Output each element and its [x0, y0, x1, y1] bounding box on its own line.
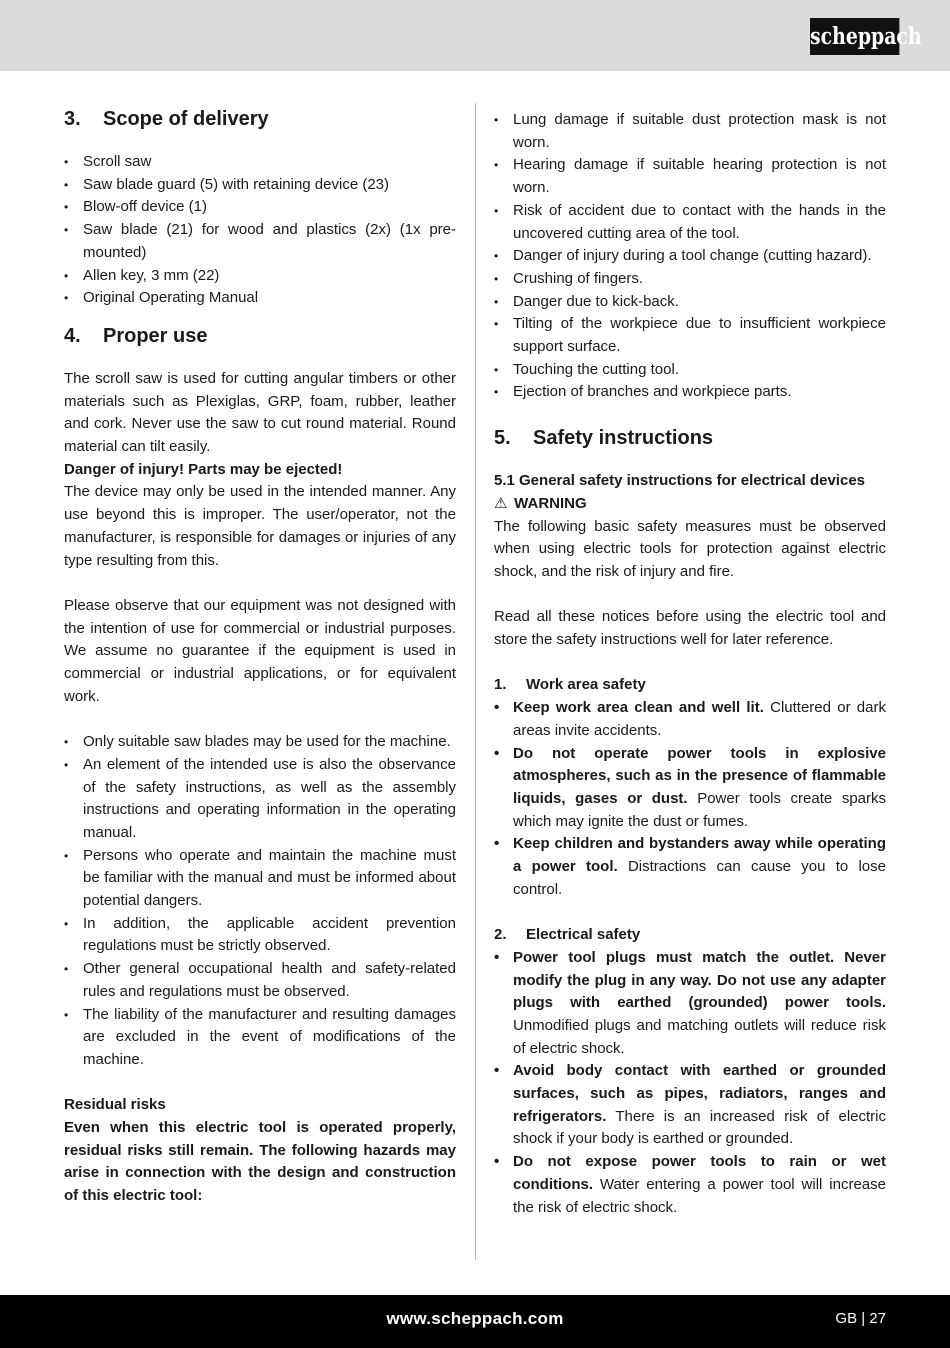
intended-use-list: [64, 731, 456, 1072]
page-number: GB | 27: [835, 1310, 886, 1327]
warning-label: ⚠ WARNING: [494, 493, 886, 516]
delivery-list: [64, 151, 456, 310]
list-item: • Other general occupational health and safety-related rules and regulations must be observed.: [64, 958, 456, 1003]
work-area-list: [494, 697, 886, 901]
list-item: • Saw blade (21) for wood and plastics (2x) (1x pre-mounted): [64, 219, 456, 264]
hazard-list: [494, 109, 886, 404]
paragraph: The following basic safety measures must be observed when using electric tools for protection against electric shock, and the risk of injury and fire.: [494, 517, 886, 580]
right-column: [494, 109, 886, 1219]
left-column: [64, 105, 456, 1208]
list-item: • Risk of accident due to contact with the hands in the uncovered cutting area of the tool.: [494, 200, 886, 245]
list-item: • Do not expose power tools to rain or wet conditions. Water entering a power tool will increase the risk of electric shock.: [494, 1151, 886, 1219]
electrical-safety-list: [494, 947, 886, 1219]
list-item: • In addition, the applicable accident prevention regulations must be strictly observed.: [64, 913, 456, 958]
danger-note: Danger of injury! Parts may be ejected!: [64, 460, 343, 478]
section-4-heading: 4. Proper use: [64, 324, 208, 347]
list-item: • Allen key, 3 mm (22): [64, 265, 456, 288]
list-item: • Persons who operate and maintain the machine must be familiar with the manual and must be informed about potential dangers.: [64, 845, 456, 913]
list-item: • Original Operating Manual: [64, 287, 456, 310]
brand-logo: scheppach: [810, 18, 899, 55]
paragraph: The scroll saw is used for cutting angular timbers or other materials such as Plexiglas, GRP, foam, rubber, leather and cork. Never use the saw to cut round material. Round material can tilt easily.: [64, 369, 456, 456]
section-5-heading: 5. Safety instructions: [494, 427, 714, 450]
list-item: • Do not operate power tools in explosive atmospheres, such as in the presence of flammable liquids, gases or dust. Power tools create sparks which may ignite the dust or fumes.: [494, 743, 886, 834]
electrical-safety-heading: 2. Electrical safety: [494, 926, 641, 944]
list-item: • Avoid body contact with earthed or grounded surfaces, such as pipes, radiators, ranges and refrigerators. There is an increased risk of electric shock if your body is earthed or grounded.: [494, 1060, 886, 1151]
list-item: • Touching the cutting tool.: [494, 359, 886, 382]
website-link[interactable]: www.scheppach.com: [386, 1309, 564, 1328]
list-item: • Ejection of branches and workpiece parts.: [494, 381, 886, 404]
list-item: • Scroll saw: [64, 151, 456, 174]
list-item: • An element of the intended use is also the observance of the safety instructions, as well as the assembly instructions and operating information in the operating manual.: [64, 754, 456, 845]
subsection-5-1-heading: 5.1 General safety instructions for electrical devices: [494, 472, 866, 490]
residual-risks-heading: Residual risks: [64, 1096, 166, 1114]
list-item: • Blow-off device (1): [64, 196, 456, 219]
column-divider: [475, 103, 476, 1260]
list-item: • Danger of injury during a tool change (cutting hazard).: [494, 245, 886, 268]
list-item: • Lung damage if suitable dust protection mask is not worn.: [494, 109, 886, 154]
list-item: • Crushing of fingers.: [494, 268, 886, 291]
list-item: • Power tool plugs must match the outlet. Never modify the plug in any way. Do not use any adapter plugs with earthed (grounded) power tools. Unmodified plugs and matching outlets will reduce risk of electric shock.: [494, 947, 886, 1061]
list-item: • Only suitable saw blades may be used for the machine.: [64, 731, 456, 754]
header-bar: [0, 0, 950, 71]
paragraph: Read all these notices before using the electric tool and store the safety instructions well for later reference.: [494, 608, 886, 649]
residual-risks-text: Even when this electric tool is operated properly, residual risks still remain. The following hazards may arise in connection with the design and construction of this electric tool:: [64, 1119, 456, 1205]
footer-bar: [0, 1295, 950, 1348]
work-area-safety-heading: 1. Work area safety: [494, 676, 646, 694]
section-3-heading: 3. Scope of delivery: [64, 108, 269, 130]
paragraph: The device may only be used in the intended manner. Any use beyond this is improper. The user/operator, not the manufacturer, is responsible for damages or injuries of any type resulting from this.: [64, 483, 456, 569]
list-item: • Hearing damage if suitable hearing protection is not worn.: [494, 154, 886, 199]
warning-triangle-icon: ⚠: [494, 494, 508, 512]
list-item: • Keep work area clean and well lit. Cluttered or dark areas invite accidents.: [494, 697, 886, 742]
list-item: • Keep children and bystanders away while operating a power tool. Distractions can cause you to lose control.: [494, 833, 886, 901]
list-item: • Saw blade guard (5) with retaining device (23): [64, 174, 456, 197]
list-item: • The liability of the manufacturer and resulting damages are excluded in the event of modifications of the machine.: [64, 1004, 456, 1072]
paragraph: Please observe that our equipment was not designed with the intention of use for commercial or industrial purposes. We assume no guarantee if the equipment is used in commercial or industrial applications, or for equivalent work.: [64, 596, 456, 705]
list-item: • Tilting of the workpiece due to insufficient workpiece support surface.: [494, 313, 886, 358]
list-item: • Danger due to kick-back.: [494, 291, 886, 314]
